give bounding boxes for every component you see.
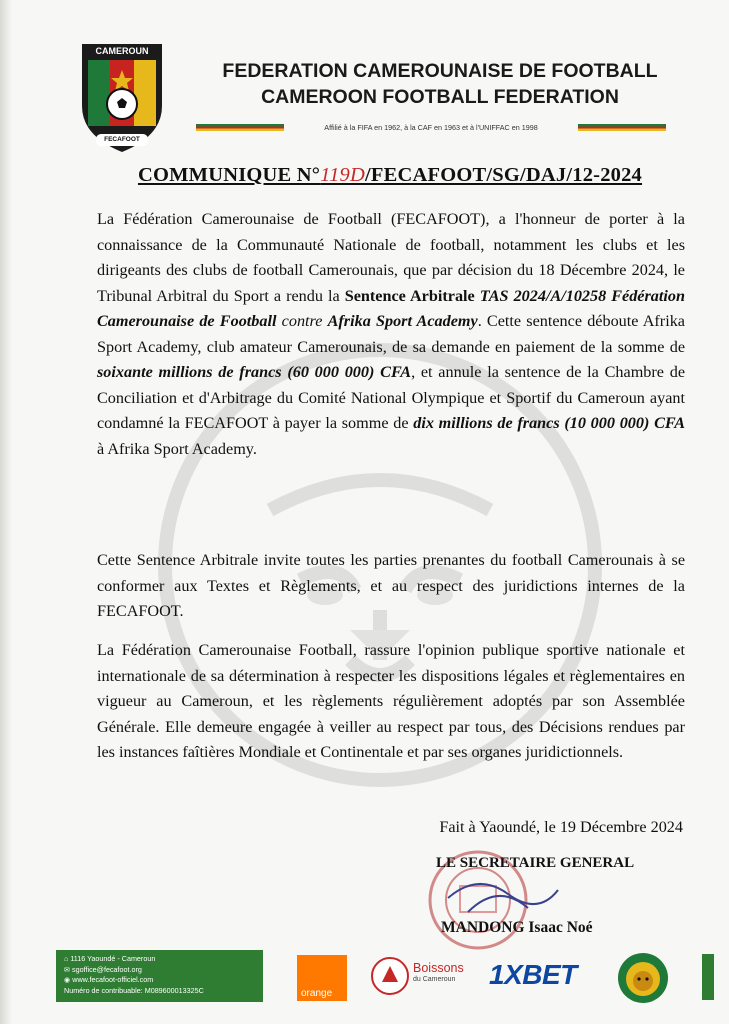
address-text: 1116 Yaoundé - Cameroun — [70, 954, 156, 963]
scan-edge-left — [0, 0, 12, 1024]
date-line: Fait à Yaoundé, le 19 Décembre 2024 — [439, 818, 683, 836]
boissons-label — [413, 962, 464, 986]
home-icon: ⌂ — [64, 954, 71, 963]
federation-title-fr: FEDERATION CAMEROUNAISE DE FOOTBALL — [222, 60, 658, 82]
p1-text-3: , et annule la sentence de la Chambre de Conciliation et d'Arbitrage du Comité National Olympique et Sportif du Cameroun ayant condamné la FECAFOOT à payer la somme de — [97, 363, 686, 432]
p1-bold-sentence: Sentence Arbitrale — [344, 286, 475, 305]
web-icon: ◉ — [64, 975, 73, 984]
p1-text-1: La Fédération Camerounaise de Football (FECAFOOT), a l'honneur de porter à la connaissance de la Communauté Nationale de football, notamment les clubs et les dirigeants des clubs de football Camerounais, que par décision du 18 Décembre 2024, le Tribunal Arbitral du Sport a rendu la — [97, 210, 685, 305]
flag-bar-left — [196, 124, 284, 131]
affiliation-text: Affilié à la FIFA en 1962, à la CAF en 1963 et à l'UNIFFAC en 1998 — [324, 122, 538, 132]
taxpayer-number: Numéro de contribuable: M089600013325C — [64, 985, 204, 995]
indomitable-lions-logo-icon — [617, 952, 669, 1004]
orange-logo — [297, 955, 347, 1001]
email-text: sgoffice@fecafoot.org — [72, 964, 142, 974]
xbet-logo: 1XBET — [489, 959, 577, 990]
crest-label: CAMEROUN — [95, 46, 149, 56]
communique-prefix: COMMUNIQUE N° — [137, 164, 321, 186]
boissons-name: Boissons — [413, 961, 464, 975]
affiliation-row — [196, 120, 666, 134]
p1-case-ref: TAS 2024/A/10258 Fédération Camerounaise de Football — [97, 286, 685, 330]
signatory-name: MANDONG Isaac Noé — [441, 919, 593, 936]
federation-title-en: CAMEROON FOOTBALL FEDERATION — [261, 86, 619, 108]
contact-box — [56, 950, 263, 1002]
header-titles — [190, 58, 690, 110]
p1-amount-10m: dix millions de francs (10 000 000) CFA — [413, 414, 685, 432]
p1-text-4: à Afrika Sport Academy. — [97, 439, 257, 458]
communique-title — [110, 164, 670, 187]
paragraph-2: Cette Sentence Arbitrale invite toutes les parties prenantes du football Camerounais à se conformer aux Textes et Règlements, et au respect des juridictions internes de la FECAFOOT. — [97, 551, 685, 620]
communique-number: 119D — [320, 164, 365, 186]
flag-bar-right — [578, 124, 666, 131]
p1-contre: contre — [276, 312, 328, 330]
p1-amount-60m: soixante millions de francs (60 000 000) CFA — [97, 363, 412, 381]
paragraph-3: La Fédération Camerounaise Football, rassure l'opinion publique sportive nationale et internationale de sa détermination à respecter les dispositions légales et règlementaires en vigueur au Cameroun, et les règlements régulièrement adoptés par son Assemblée Générale. Elle demeure engagée à veiller au respect par tous, des Décisions rendues par les instances faîtières Mondiale et Continentale et par ses organes juridictionnels. — [97, 641, 685, 761]
green-strip — [702, 954, 714, 1000]
email-icon: ✉ — [64, 964, 73, 974]
paragraph-1 — [97, 207, 685, 462]
website-text: www.fecafoot-officiel.com — [72, 975, 154, 984]
signatory-title: LE SECRETAIRE GENERAL — [436, 855, 635, 871]
boissons-sub: du Cameroun — [413, 976, 456, 983]
boissons-logo-icon — [370, 956, 410, 996]
crest-sub-label: FECAFOOT — [104, 136, 140, 143]
p1-text-2: . Cette sentence déboute Afrika Sport Academy, club amateur Camerounais, de sa demande en paiement de la somme de — [97, 312, 685, 356]
p1-opponent: Afrika Sport Academy — [327, 312, 478, 330]
communique-suffix: /FECAFOOT/SG/DAJ/12-2024 — [365, 164, 643, 186]
orange-label: orange — [301, 988, 333, 999]
